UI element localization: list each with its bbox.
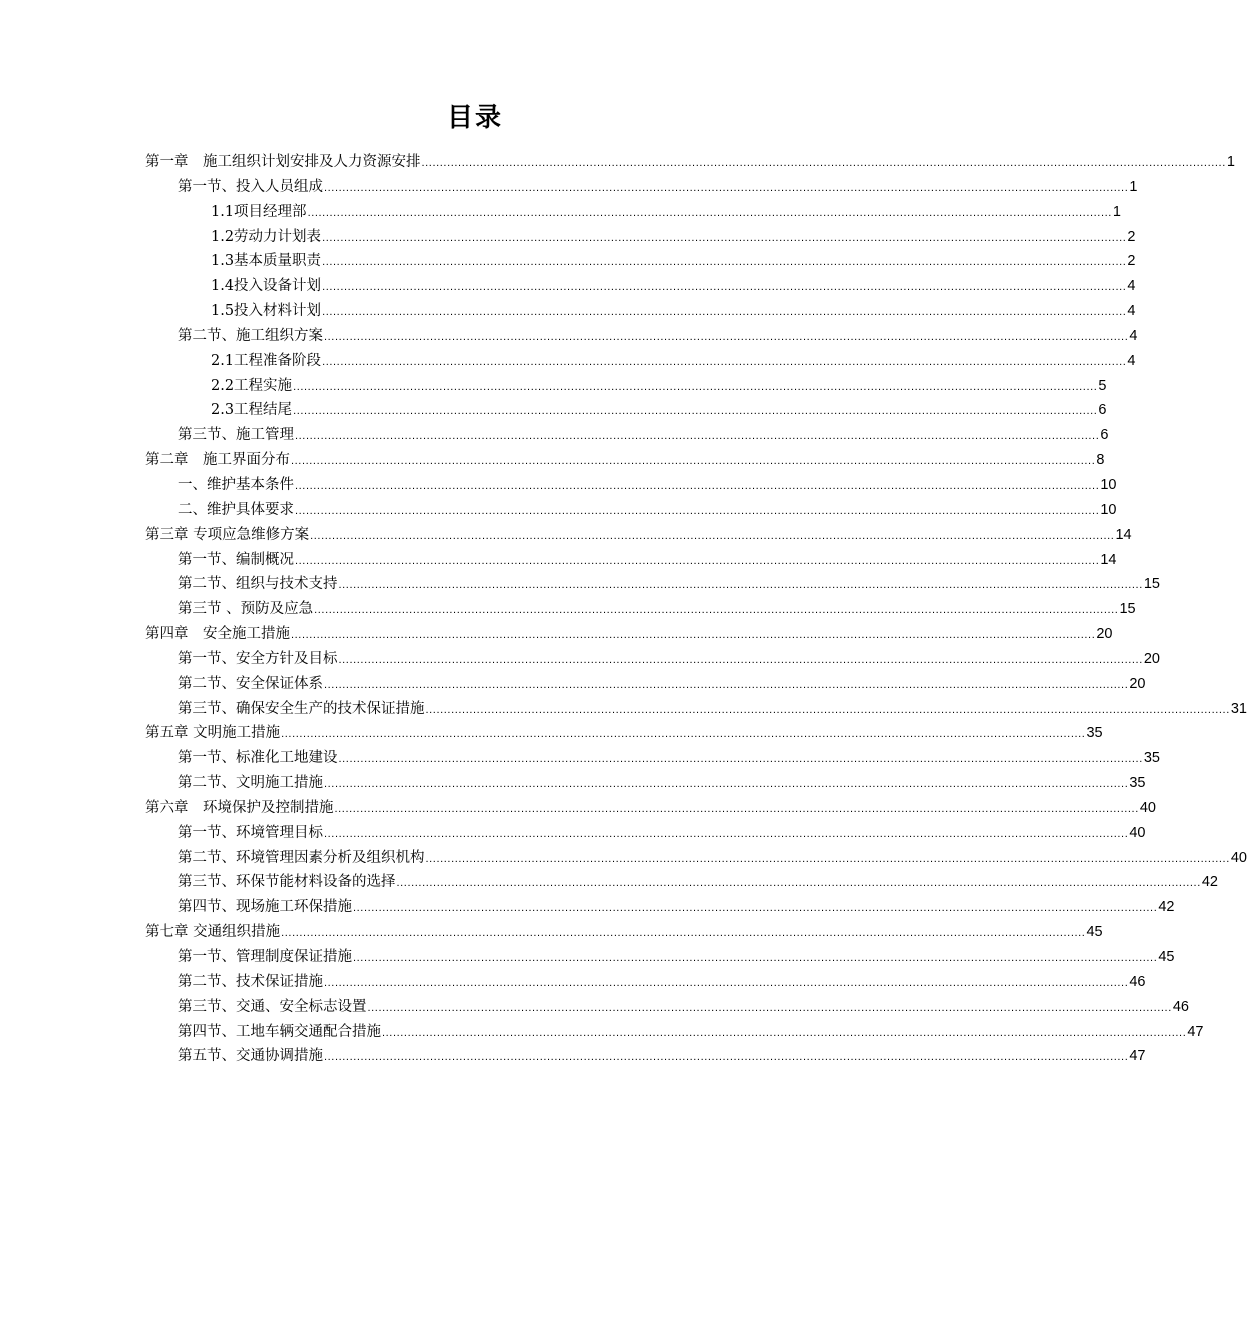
toc-entry-page-number: 35 [1129, 775, 1146, 792]
dot-leader: ............................................................................................................................................................................................................................ [295, 554, 1100, 567]
dot-leader: ............................................................................................................................................................................................................................ [382, 1026, 1187, 1039]
toc-entry[interactable] [145, 995, 1189, 1020]
toc-entry-title: 第一节、管理制度保证措施 [178, 949, 352, 965]
toc-entry-page-number: 1 [1112, 203, 1121, 220]
toc-entry-page-number: 10 [1100, 501, 1117, 518]
toc-entry[interactable] [145, 249, 1136, 274]
toc-entry-title: 2.2工程实施 [211, 377, 293, 394]
toc-entry[interactable] [145, 895, 1175, 920]
toc-entry-title: 第四节、工地车辆交通配合措施 [178, 1023, 381, 1040]
toc-entry[interactable] [145, 498, 1117, 523]
toc-entry-title: 第一节、环境管理目标 [178, 824, 323, 841]
toc-entry[interactable] [145, 796, 1156, 821]
toc-entry-page-number: 46 [1129, 973, 1146, 990]
toc-entry[interactable] [145, 572, 1160, 597]
toc-entry[interactable] [145, 374, 1107, 399]
toc-entry-title: 1.5投入材料计划 [211, 303, 322, 320]
toc-entry-title: 1.2劳动力计划表 [211, 228, 322, 245]
toc-entry[interactable] [145, 622, 1113, 647]
toc-entry-title: 第四章 安全施工措施 [145, 626, 290, 643]
toc-entry-page-number: 42 [1158, 899, 1175, 916]
toc-entry-title: 第二章 施工界面分布 [145, 452, 290, 469]
dot-leader: ............................................................................................................................................................................................................................ [353, 902, 1158, 915]
toc-entry[interactable] [145, 349, 1136, 374]
toc-entry-page-number: 1 [1129, 178, 1138, 195]
toc-entry[interactable] [145, 324, 1138, 349]
toc-title: 目录 [446, 103, 503, 133]
toc-entry[interactable] [145, 448, 1105, 473]
toc-entry-page-number: 2 [1127, 253, 1136, 270]
toc-entry-page-number: 15 [1119, 601, 1136, 618]
dot-leader: ............................................................................................................................................................................................................................ [425, 703, 1230, 716]
toc-entry[interactable] [145, 200, 1121, 225]
toc-entry[interactable] [145, 1044, 1146, 1069]
toc-entry-title: 第三章 专项应急维修方案 [145, 526, 310, 543]
toc-entry-page-number: 20 [1143, 650, 1160, 667]
toc-entry-title: 2.1工程准备阶段 [211, 352, 322, 369]
dot-leader: ............................................................................................................................................................................................................................ [421, 157, 1226, 169]
toc-entry[interactable] [145, 746, 1160, 771]
dot-leader: ............................................................................................................................................................................................................................ [324, 976, 1129, 989]
toc-entry-page-number: 4 [1129, 327, 1138, 344]
dot-leader: ............................................................................................................................................................................................................................ [334, 802, 1139, 815]
dot-leader: ............................................................................................................................................................................................................................ [324, 330, 1129, 343]
toc-entry-title: 第二节、技术保证措施 [178, 973, 323, 990]
toc-entry-title: 1.1项目经理部 [211, 203, 307, 220]
dot-leader: ............................................................................................................................................................................................................................ [324, 181, 1129, 194]
toc-entry-title: 第三节、确保安全生产的技术保证措施 [178, 700, 425, 717]
dot-leader: ............................................................................................................................................................................................................................ [314, 604, 1119, 617]
toc-entry-title: 1.3基本质量职责 [211, 253, 322, 270]
dot-leader: ............................................................................................................................................................................................................................ [293, 405, 1098, 418]
toc-entry[interactable] [145, 821, 1146, 846]
toc-entry-title: 第六章 环境保护及控制措施 [145, 799, 334, 816]
dot-leader: ............................................................................................................................................................................................................................ [324, 778, 1129, 791]
toc-entry-title: 第二节、施工组织方案 [178, 327, 323, 344]
toc-entry-title: 第三节 、预防及应急 [178, 601, 314, 618]
toc-entry-page-number: 47 [1129, 1048, 1146, 1065]
toc-entry[interactable] [145, 721, 1103, 746]
dot-leader: ............................................................................................................................................................................................................................ [322, 231, 1127, 244]
toc-entry-title: 第二节、文明施工措施 [178, 775, 323, 792]
toc-entry[interactable] [145, 846, 1247, 871]
toc-entry[interactable] [145, 970, 1146, 995]
toc-entry-title: 二、维护具体要求 [178, 501, 294, 518]
dot-leader: ............................................................................................................................................................................................................................ [322, 256, 1127, 269]
toc-entry-page-number: 14 [1115, 526, 1132, 543]
toc-entry-title: 第三节、施工管理 [178, 427, 294, 444]
dot-leader: ............................................................................................................................................................................................................................ [293, 380, 1098, 393]
dot-leader: ............................................................................................................................................................................................................................ [324, 827, 1129, 840]
toc-entry-page-number: 47 [1187, 1023, 1204, 1040]
toc-entry-title: 第二节、安全保证体系 [178, 675, 323, 692]
toc-entry[interactable] [145, 870, 1218, 895]
toc-entry-page-number: 5 [1098, 377, 1107, 394]
dot-leader: ............................................................................................................................................................................................................................ [295, 504, 1100, 517]
toc-entry-page-number: 8 [1096, 452, 1105, 469]
toc-entry-page-number: 42 [1201, 874, 1218, 891]
toc-entry[interactable] [145, 548, 1117, 573]
toc-entry-title: 第五章 文明施工措施 [145, 725, 281, 742]
dot-leader: ............................................................................................................................................................................................................................ [338, 653, 1143, 666]
dot-leader: ............................................................................................................................................................................................................................ [281, 728, 1086, 741]
toc-entry-title: 一、维护基本条件 [178, 476, 294, 493]
toc-entry-title: 第三节、交通、安全标志设置 [178, 998, 367, 1015]
toc-entry[interactable] [145, 423, 1109, 448]
toc-entry-page-number: 46 [1172, 998, 1189, 1015]
dot-leader: ............................................................................................................................................................................................................................ [338, 579, 1143, 592]
dot-leader: ............................................................................................................................................................................................................................ [291, 629, 1096, 642]
toc-entry[interactable] [145, 299, 1136, 324]
dot-leader: ............................................................................................................................................................................................................................ [324, 678, 1129, 691]
toc-entry-page-number: 4 [1127, 303, 1136, 320]
toc-entry-page-number: 2 [1127, 228, 1136, 245]
toc-entry[interactable] [145, 1020, 1204, 1045]
dot-leader: ............................................................................................................................................................................................................................ [295, 479, 1100, 492]
dot-leader: ............................................................................................................................................................................................................................ [322, 281, 1127, 294]
toc-entry-page-number: 6 [1098, 402, 1107, 419]
toc-entry-page-number: 15 [1143, 576, 1160, 593]
toc-entry[interactable] [145, 647, 1160, 672]
toc-entry-page-number: 4 [1127, 278, 1136, 295]
toc-entry-page-number: 35 [1086, 725, 1103, 742]
toc-entry-title: 2.3工程结尾 [211, 402, 293, 419]
toc-entry[interactable] [145, 398, 1107, 423]
dot-leader: ............................................................................................................................................................................................................................ [291, 455, 1096, 468]
toc-entry[interactable] [145, 771, 1146, 796]
toc-entry-title: 第七章 交通组织措施 [145, 924, 281, 941]
toc-entry-title: 第二节、环境管理因素分析及组织机构 [178, 849, 425, 866]
toc-entry[interactable] [145, 920, 1103, 945]
toc-entry-page-number: 4 [1127, 352, 1136, 369]
dot-leader: ............................................................................................................................................................................................................................ [281, 927, 1086, 940]
toc-entry[interactable] [145, 150, 1235, 175]
toc-entry-title: 第四节、现场施工环保措施 [178, 899, 352, 916]
dot-leader: ............................................................................................................................................................................................................................ [307, 206, 1112, 219]
toc-entry[interactable] [145, 597, 1136, 622]
toc-entry-page-number: 14 [1100, 551, 1117, 568]
toc-entry-title: 第一节、编制概况 [178, 551, 294, 568]
toc-entry-title: 第二节、组织与技术支持 [178, 576, 338, 593]
toc-entry-page-number: 6 [1100, 427, 1109, 444]
toc-entry-page-number: 35 [1143, 750, 1160, 767]
dot-leader: ............................................................................................................................................................................................................................ [396, 877, 1201, 890]
toc-entry[interactable] [145, 175, 1138, 200]
toc-entry-title: 第一节、标准化工地建设 [178, 750, 338, 767]
toc-entry-page-number: 40 [1139, 799, 1156, 816]
toc-entry-title: 1.4投入设备计划 [211, 278, 322, 295]
toc-entry[interactable] [145, 274, 1136, 299]
toc-entry[interactable] [145, 945, 1175, 970]
dot-leader: ............................................................................................................................................................................................................................ [310, 529, 1115, 542]
toc-entry[interactable] [145, 523, 1132, 548]
dot-leader: ............................................................................................................................................................................................................................ [324, 1051, 1129, 1064]
toc-entry-title: 第一节、安全方针及目标 [178, 650, 338, 667]
toc-entry-page-number: 1 [1226, 154, 1235, 170]
toc-entry-title: 第五节、交通协调措施 [178, 1048, 323, 1065]
dot-leader: ............................................................................................................................................................................................................................ [425, 852, 1230, 865]
toc-entry-title: 第三节、环保节能材料设备的选择 [178, 874, 396, 891]
toc-entry-page-number: 45 [1086, 924, 1103, 941]
toc-entry-page-number: 20 [1129, 675, 1146, 692]
toc-entry-page-number: 40 [1230, 849, 1247, 866]
dot-leader: ............................................................................................................................................................................................................................ [295, 430, 1100, 443]
table-of-contents [145, 150, 1247, 1069]
toc-entry-title: 第一节、投入人员组成 [178, 178, 323, 195]
toc-entry[interactable] [145, 473, 1117, 498]
dot-leader: ............................................................................................................................................................................................................................ [322, 306, 1127, 319]
dot-leader: ............................................................................................................................................................................................................................ [353, 952, 1158, 964]
toc-entry[interactable] [145, 697, 1247, 722]
toc-entry-page-number: 31 [1230, 700, 1247, 717]
toc-entry-title: 第一章 施工组织计划安排及人力资源安排 [145, 154, 421, 170]
toc-entry-page-number: 45 [1158, 949, 1175, 965]
dot-leader: ............................................................................................................................................................................................................................ [367, 1001, 1172, 1014]
dot-leader: ............................................................................................................................................................................................................................ [322, 355, 1127, 368]
dot-leader: ............................................................................................................................................................................................................................ [338, 753, 1143, 766]
toc-entry[interactable] [145, 672, 1146, 697]
toc-entry-page-number: 10 [1100, 476, 1117, 493]
toc-entry-page-number: 20 [1096, 626, 1113, 643]
toc-entry[interactable] [145, 225, 1136, 250]
toc-entry-page-number: 40 [1129, 824, 1146, 841]
